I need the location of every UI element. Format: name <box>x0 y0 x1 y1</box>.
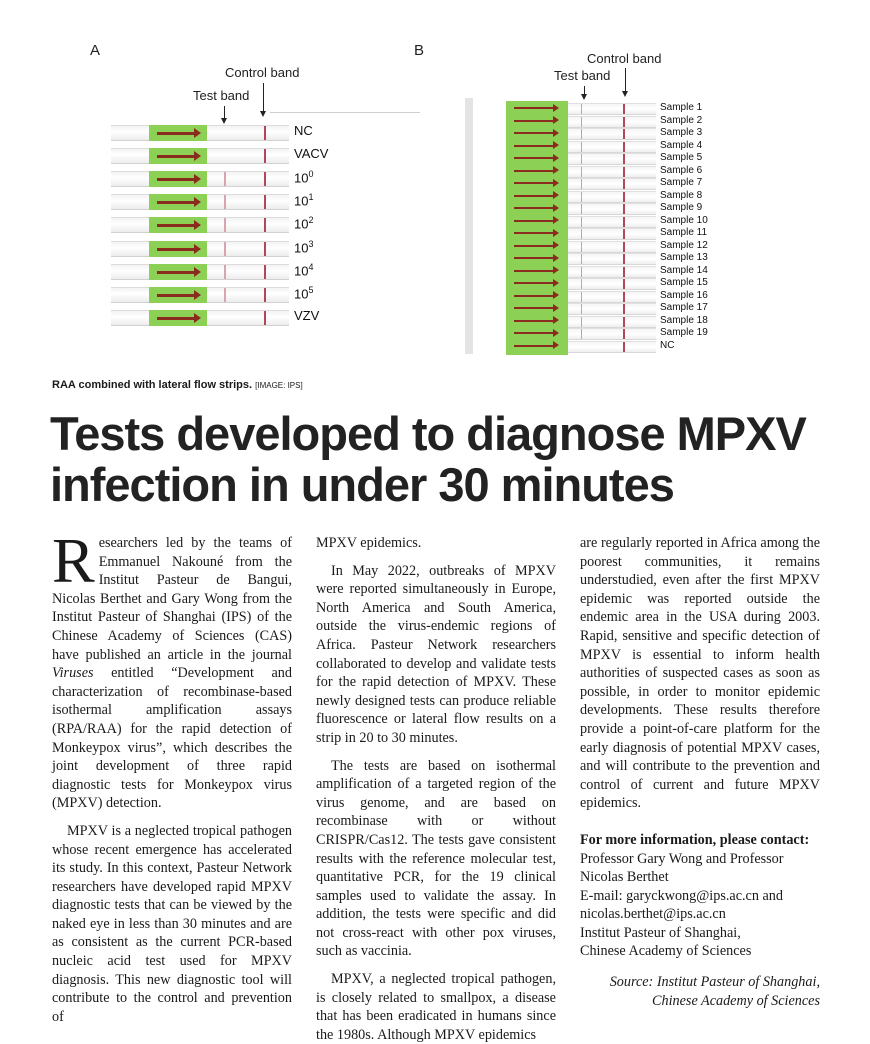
flow-arrow <box>514 232 554 234</box>
col1-paragraph-2: MPXV is a neglected tropical pathogen whose recent emergence has accelerated its study. In this context, Pasteur Network researchers have developed rapid MPXV diagnostic tests that can be viewed by the naked eye in less than 30 minutes and are as consistent as the current PCR-based nucleic acid test used for MPXV diagnosis. This new diagnostic tool will contribute to the control and prevention of <box>52 822 292 1025</box>
flow-arrow <box>514 270 554 272</box>
test-band <box>581 192 582 202</box>
panel-b-strip <box>568 191 656 203</box>
caption-credit: [IMAGE: IPS] <box>255 381 303 390</box>
flow-arrow <box>514 157 554 159</box>
flow-arrow <box>514 195 554 197</box>
panel-a-strip-label: VACV <box>294 146 329 162</box>
journal-name: Viruses <box>52 665 94 682</box>
flow-arrow <box>157 155 195 158</box>
control-band <box>623 217 625 227</box>
panel-a-strip-label: $10^2$ <box>294 215 314 232</box>
panel-b-strip <box>568 241 656 253</box>
flow-arrow <box>157 294 195 297</box>
flow-arrow <box>514 107 554 109</box>
panel-b-strip-label: Sample 4 <box>660 139 703 151</box>
flow-arrow <box>514 220 554 222</box>
panel-a-strip-label: $10^0$ <box>294 169 314 186</box>
test-band <box>224 288 226 302</box>
test-band <box>581 104 582 114</box>
test-band <box>581 292 582 302</box>
contact-heading: For more information, please contact: <box>580 831 810 848</box>
flow-arrow <box>514 132 554 134</box>
panel-b-strip-label: Sample 6 <box>660 164 703 176</box>
caption-text: RAA combined with lateral flow strips. <box>52 379 253 391</box>
control-band <box>623 192 625 202</box>
test-band <box>581 254 582 264</box>
flow-arrow <box>514 145 554 147</box>
panel-b-strip <box>568 128 656 140</box>
panel-b-strip-label: Sample 9 <box>660 202 703 213</box>
flow-arrow <box>157 271 195 274</box>
col3-paragraph-1: are regularly reported in Africa among the poorest communities, it remains understudied, even after the first MPXV epidemic was reported outside the endemic area in the USA during 2003. Rapid, sensitive and specific detection of MPXV is essential to inform health authorities of suspected cases as soon as possible, in order to monitor epidemic developments. These results therefore provide a point-of-care platform for the early diagnosis of potential MPXV cases, and will contribute to the prevention and control of current and future MPXV epidemics. <box>580 535 820 812</box>
control-band <box>623 279 625 289</box>
test-band <box>224 195 226 209</box>
article-column-2 <box>316 534 556 1044</box>
control-band <box>623 167 625 177</box>
panel-b-strip-label: Sample 5 <box>660 152 703 163</box>
control-band <box>264 195 266 209</box>
panel-b-strip <box>568 103 656 115</box>
col1-paragraph-1 <box>52 525 292 813</box>
panel-b-label: B <box>414 42 425 59</box>
flow-arrow <box>514 120 554 122</box>
test-band <box>581 304 582 314</box>
panel-a-strip <box>111 171 289 187</box>
panel-b-strip-label: Sample 10 <box>660 214 708 226</box>
control-band <box>623 229 625 239</box>
panel-a-strip-label: $10^1$ <box>294 192 314 209</box>
control-band <box>264 149 266 163</box>
panel-a-strip-label: VZV <box>294 307 320 323</box>
panel-a-strip <box>111 148 289 164</box>
panel-b-strip-label: NC <box>660 339 675 351</box>
col1-p1-text: esearchers led by the teams of Emmanuel Nakouné from the Institut Pasteur de Bangui, Nicolas Berthet and Gary Wong from the Institut Pasteur of Shanghai (IPS) of the Chinese Academy of Sciences (CAS) have published an article in the journal <box>52 535 292 663</box>
col2-paragraph-4: MPXV, a neglected tropical pathogen, is closely related to smallpox, a disease that has been eradicated in humans since the 1980s. Although MPXV epidemics <box>316 971 556 1043</box>
control-band <box>623 254 625 264</box>
test-band <box>581 179 582 189</box>
test-band <box>581 329 582 339</box>
flow-arrow <box>514 295 554 297</box>
flow-arrow <box>514 320 554 322</box>
panel-a-rule <box>270 112 420 113</box>
flow-arrow <box>157 178 195 181</box>
panel-a-strip <box>111 287 289 303</box>
panel-b-strip-label: Sample 7 <box>660 177 703 188</box>
test-band <box>581 242 582 252</box>
panel-b-strip-label: Sample 17 <box>660 302 708 313</box>
panel-a-strip <box>111 241 289 257</box>
control-band <box>623 154 625 164</box>
control-band <box>623 117 625 127</box>
panel-b-strip <box>568 291 656 303</box>
contact-email-line: E-mail: garyckwong@ips.ac.cn and <box>580 887 783 904</box>
contact-line: Professor Gary Wong and Professor <box>580 850 784 867</box>
panel-b-strip-label: Sample 2 <box>660 114 703 126</box>
control-band <box>264 311 266 325</box>
flow-arrow <box>514 307 554 309</box>
panel-b-strip <box>568 266 656 278</box>
flow-arrow <box>514 207 554 209</box>
control-band <box>623 104 625 114</box>
panel-b-strip <box>568 216 656 228</box>
control-band <box>623 342 625 352</box>
contact-line: Chinese Academy of Sciences <box>580 943 752 960</box>
panel-a-control-band-label: Control band <box>225 65 300 80</box>
panel-b-strip <box>568 153 656 165</box>
control-band <box>623 242 625 252</box>
source-line-2: Chinese Academy of Sciences <box>652 993 820 1009</box>
article-column-3 <box>580 534 820 961</box>
control-band <box>264 218 266 232</box>
test-band <box>581 154 582 164</box>
panel-b-strip-label: Sample 16 <box>660 289 708 301</box>
article-headline: Tests developed to diagnose MPXV infection in under 30 minutes <box>50 407 806 511</box>
article-column-1 <box>52 525 292 1026</box>
control-band <box>623 204 625 214</box>
test-band <box>224 218 226 232</box>
flow-arrow <box>157 317 195 320</box>
control-band <box>264 265 266 279</box>
panel-b-strip-label: Sample 13 <box>660 252 708 263</box>
test-band <box>224 172 226 186</box>
panel-b-strip-label: Sample 8 <box>660 189 703 201</box>
control-band <box>623 329 625 339</box>
control-band <box>264 126 266 140</box>
test-band <box>581 317 582 327</box>
panel-b-strip-label: Sample 11 <box>660 227 708 238</box>
figure-caption <box>52 379 303 391</box>
panel-b-strip-label: Sample 12 <box>660 239 708 251</box>
panel-b-strip <box>568 341 656 353</box>
flow-arrow <box>157 224 195 227</box>
flow-arrow <box>157 201 195 204</box>
test-band <box>224 265 226 279</box>
flow-arrow <box>514 345 554 347</box>
panel-b-strip-label: Sample 15 <box>660 277 708 288</box>
panel-a-strip <box>111 264 289 280</box>
panel-a-strip <box>111 310 289 326</box>
test-band <box>581 229 582 239</box>
panel-b-strip-label: Sample 1 <box>660 102 703 113</box>
control-band <box>623 179 625 189</box>
control-band <box>623 292 625 302</box>
test-band <box>581 279 582 289</box>
panel-a-strip <box>111 217 289 233</box>
flow-arrow <box>514 170 554 172</box>
control-band <box>264 288 266 302</box>
panel-b-strip <box>568 253 656 265</box>
contact-line: Nicolas Berthet <box>580 869 669 886</box>
panel-a-test-band-label: Test band <box>193 88 250 103</box>
control-band <box>623 267 625 277</box>
panel-a-strip-label: $10^4$ <box>294 261 314 278</box>
flow-arrow <box>157 132 195 135</box>
test-band <box>581 217 582 227</box>
panel-b-strip <box>568 178 656 190</box>
flow-arrow <box>514 257 554 259</box>
panel-b-test-band-label: Test band <box>554 68 611 83</box>
dropcap: R <box>52 525 95 596</box>
contact-line: Institut Pasteur of Shanghai, <box>580 924 741 941</box>
panel-a-strip <box>111 125 289 141</box>
control-band <box>623 142 625 152</box>
test-band <box>224 242 226 256</box>
flow-arrow <box>514 332 554 334</box>
panel-b-strip-label: Sample 14 <box>660 264 708 276</box>
flow-arrow <box>514 282 554 284</box>
panel-a-strip <box>111 194 289 210</box>
test-band <box>581 142 582 152</box>
col2-paragraph-3: The tests are based on isothermal amplification of a targeted region of the virus genome, and are based on recombinase with or without CRISPR/Cas12. The tests gave consistent results with the reference molecular test, quantitative PCR, for the 19 clinical samples used to validate the assay. In addition, the tests were specific and did not cross-react with other pox viruses, such as vaccinia. <box>316 757 556 960</box>
panel-b-strip <box>568 166 656 178</box>
panel-b-strip-label: Sample 19 <box>660 327 708 338</box>
control-band <box>623 129 625 139</box>
control-band <box>264 172 266 186</box>
source-credit <box>560 973 820 1011</box>
contact-block <box>580 831 820 961</box>
panel-b-edge <box>465 98 473 354</box>
flow-arrow <box>514 182 554 184</box>
col2-paragraph-2: In May 2022, outbreaks of MPXV were reported simultaneously in Europe, North America and South America, outside the virus-endemic regions of Africa. Pasteur Network researchers collaborated to develop and validate tests for the rapid detection of MPXV. These newly designed tests can produce reliable fluorescence or lateral flow results on a strip in 20 to 30 minutes. <box>316 562 556 746</box>
test-band <box>581 267 582 277</box>
panel-b-strip-label: Sample 3 <box>660 127 703 138</box>
panel-a-strip-label: $10^3$ <box>294 238 314 255</box>
panel-b-strip-label: Sample 18 <box>660 314 708 326</box>
panel-b-control-band-label: Control band <box>587 51 662 66</box>
col1-p1-tail: entitled “Development and characterization of recombinase-based isothermal amplification assays (RPA/RAA) for the rapid detection of Monkeypox virus”, which describes the joint development of three rapid diagnostic tests for Monkeypox virus (MPXV) detection. <box>52 665 292 812</box>
panel-a-strip-label: $10^5$ <box>294 284 314 302</box>
panel-b-strip <box>568 141 656 153</box>
panel-b-strip <box>568 316 656 328</box>
test-band <box>581 167 582 177</box>
contact-email-line: nicolas.berthet@ips.ac.cn <box>580 906 726 923</box>
panel-b-strip <box>568 228 656 240</box>
panel-a-strip-label: NC <box>294 123 313 138</box>
test-band <box>581 117 582 127</box>
panel-b-strip <box>568 278 656 290</box>
panel-b-strip <box>568 303 656 315</box>
panel-a-label: A <box>90 42 101 59</box>
panel-b-strip <box>568 116 656 128</box>
control-band <box>623 304 625 314</box>
col2-paragraph-1: MPXV epidemics. <box>316 535 422 551</box>
flow-arrow <box>514 245 554 247</box>
test-band <box>581 129 582 139</box>
panel-b-strip <box>568 203 656 215</box>
control-band <box>623 317 625 327</box>
test-band <box>581 204 582 214</box>
control-band <box>264 242 266 256</box>
panel-b-strip <box>568 328 656 340</box>
source-line-1: Source: Institut Pasteur of Shanghai, <box>609 974 820 990</box>
flow-arrow <box>157 248 195 251</box>
